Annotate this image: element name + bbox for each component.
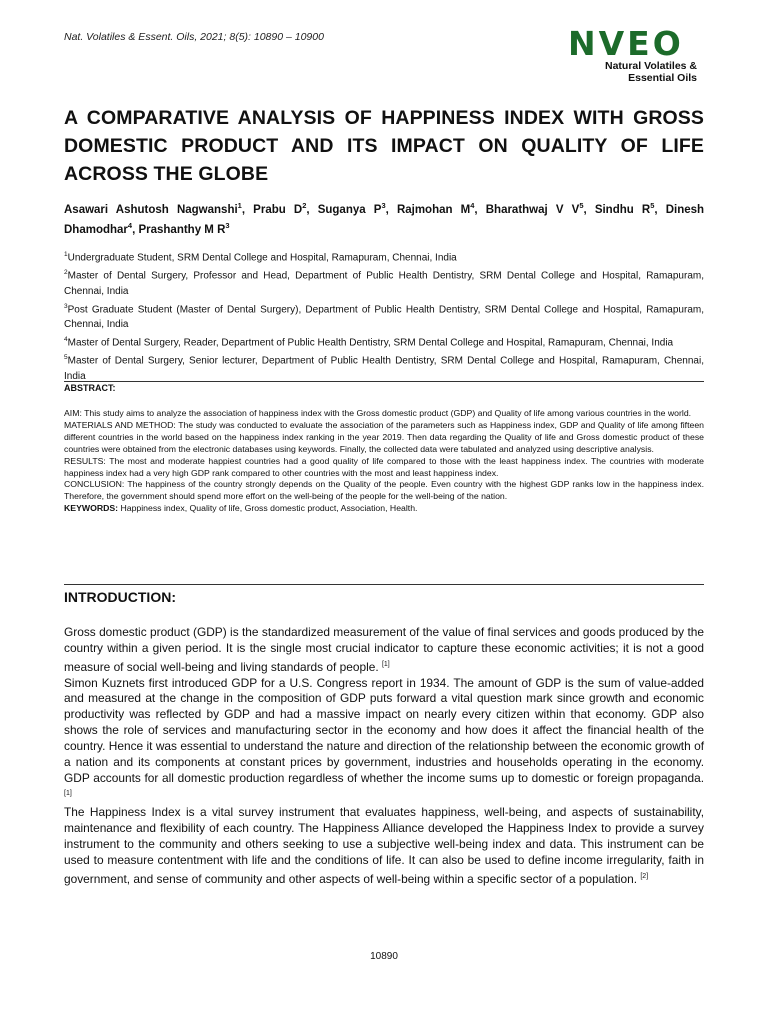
author: Dinesh Dhamodhar$^4$, [64, 203, 705, 236]
abstract-methods: MATERIALS AND METHOD: The study was conducted to evaluate the association of the parameters such as Happiness index, GDP and Quality of life among fifteen different countries in the world based on the happiness index ranking in the year 2019. Then data regarding the Quality of life and Gross domestic product of these countries were obtained from the electronic databases using keywords. Finally, the collected data were tabulated and analyzed using descriptive analysis. [64, 419, 704, 454]
logo-wordmark: NVEO [568, 24, 684, 63]
page-number: 10890 [370, 951, 398, 962]
abstract-results: RESULTS: The most and moderate happiest countries had a good quality of life compared to those with the least happiness index. The countries with moderate happiness index had a very high GDP rank compared to other countries with the most and least happiness index. [64, 455, 704, 478]
introduction-heading: INTRODUCTION: [64, 589, 176, 605]
abstract-aim: AIM: This study aims to analyze the association of happiness index with the Gross domestic product (GDP) and Quality of life among various countries in the world. [64, 408, 692, 418]
citation-ref: [1] [381, 660, 390, 668]
author: Sindhu $R^5$, [594, 201, 666, 216]
keywords-label: KEYWORDS: [64, 503, 119, 514]
abstract-keywords [64, 503, 704, 515]
affiliation: $^1$Undergraduate Student, SRM Dental College and Hospital, Ramapuram, Chennai, India [64, 251, 457, 264]
logo-subtitle-line1: Natural Volatiles & [605, 60, 697, 72]
author: Suganya $P^3$, [317, 201, 397, 216]
author: Asawari Ashutosh Nagwanshi$^1$, [64, 201, 254, 216]
author: Rajmohan $M^4$, [396, 201, 486, 216]
citation-ref: [1] [64, 790, 72, 798]
abstract-conclusion: CONCLUSION: The happiness of the country strongly depends on the Quality of the people. Even country with the highest GDP ranks low in the happiness index. Therefore, the government should spend more effort on the well-being of the people for the well-being of the nation. [64, 479, 704, 502]
affiliation: $^3$Post Graduate Student (Master of Dental Surgery), Department of Public Health Dentistry, SRM Dental College and Hospital, Ramapuram, Chennai, India [64, 302, 704, 330]
author: Bharathwaj V $V^5$, [485, 201, 595, 216]
abstract-heading: ABSTRACT: [64, 383, 116, 393]
intro-paragraph: Gross domestic product (GDP) is the standardized measurement of the value of final services and goods produced by the country within a given period. It is the single most crucial indicator to capture these economic activities; it is not a good measure of social well-being and living standards of people. [1] [64, 625, 704, 674]
affiliation-list [64, 247, 704, 384]
introduction-body [64, 625, 704, 887]
citation-ref: [2] [640, 872, 649, 880]
logo-subtitle-line2: Essential Oils [628, 72, 697, 84]
intro-paragraph: Simon Kuznets first introduced GDP for a U.S. Congress report in 1934. The amount of GDP is the sum of value-added and measured at the change in the composition of GDP puts forward a vital question mark since growth and economic productivity was reflected by GDP and had a massive impact on nearly every citizen within that economy. GDP also shows the role of services and manufacturing sector in the economy and how does it affect the financial health of the country. Hence it was essential to understand the nature and direction of the relationship between the economic growth of a nation and its components at constant prices by government, industries and households operating in the economy. GDP accounts for all domestic production regardless of whether the income sums up to domestic or foreign propaganda. [1] [64, 675, 704, 798]
journal-logo [568, 24, 703, 84]
journal-citation: Nat. Volatiles & Essent. Oils, 2021; 8(5): 10890 – 10900 [64, 31, 324, 43]
affiliation: $^2$Master of Dental Surgery, Professor and Head, Department of Public Health Dentistry, SRM Dental College and Hospital, Ramapuram, Chennai, India [64, 269, 704, 297]
author: Prabu $D^2$, [253, 201, 318, 216]
author: Prashanthy M $R^3$ [138, 220, 230, 236]
abstract-top-rule [64, 381, 704, 382]
intro-paragraph: The Happiness Index is a vital survey instrument that evaluates happiness, well-being, and aspects of sustainability, maintenance and flexibility of each country. The Happiness Alliance developed the Happiness Index to provide a survey instrument to the community and others seeking to use a subjective well-being index and data. This instrument can be used to measure contentment with life and the conditions of life. It can also be used to define income irregularity, faith in government, and sense of community and other aspects of well-being within a specific sector of a population. [2] [64, 805, 704, 886]
abstract-body [64, 408, 704, 515]
affiliation: $^5$Master of Dental Surgery, Senior lecturer, Department of Public Health Dentistry, SRM Dental College and Hospital, Ramapuram, Chennai, India [64, 354, 704, 382]
abstract-bottom-rule [64, 584, 704, 585]
affiliation: $^4$Master of Dental Surgery, Reader, Department of Public Health Dentistry, SRM Dental College and Hospital, Ramapuram, Chennai, India [64, 335, 674, 349]
author-list [64, 198, 704, 238]
paper-title: A COMPARATIVE ANALYSIS OF HAPPINESS INDEX WITH GROSS DOMESTIC PRODUCT AND ITS IMPACT ON QUALITY OF LIFE ACROSS THE GLOBE [64, 107, 704, 185]
keywords-text: Happiness index, Quality of life, Gross domestic product, Association, Health. [118, 503, 418, 514]
